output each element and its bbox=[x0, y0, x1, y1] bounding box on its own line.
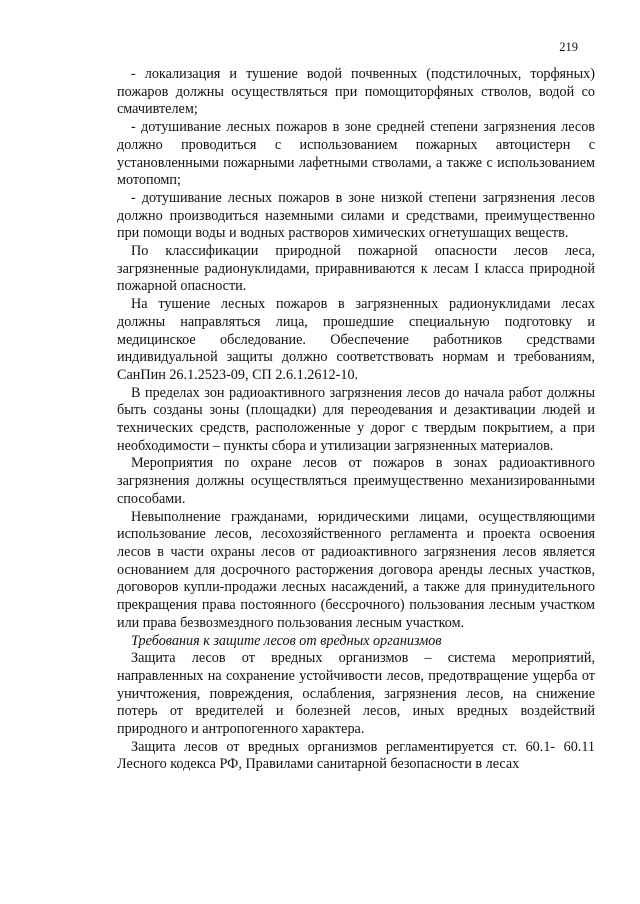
paragraph-low-contamination: - дотушивание лесных пожаров в зоне низкой степени загрязнения лесов должно производиться наземными силами и средствами, преимущественно при помощи воды и водных растворов химических огнетушащих веществ. bbox=[117, 189, 595, 242]
paragraph-regulation: Защита лесов от вредных организмов регламентируется ст. 60.1- 60.11 Лесного кодекса РФ, Правилами санитарной безопасности в лесах bbox=[117, 738, 595, 773]
paragraph-decontamination-zones: В пределах зон радиоактивного загрязнения лесов до начала работ должны быть созданы зоны (площадки) для переодевания и дезактивации людей и технических средств, расположенные у дорог с твердым покрытием, а при необходимости – пункты сбора и утилизации загрязненных материалов. bbox=[117, 384, 595, 454]
paragraph-fire-danger-class: По классификации природной пожарной опасности лесов леса, загрязненные радионуклидами, приравниваются к лесам I класса природной пожарной опасности. bbox=[117, 243, 595, 295]
paragraph-protection-definition: Защита лесов от вредных организмов – система мероприятий, направленных на сохранение устойчивости лесов, предотвращение ущерба от уничтожения, повреждения, ослабления, загрязнения лесов, на снижение потерь от вредителей и болезней лесов, иных вредных воздействий природного и антропогенного характера. bbox=[117, 650, 595, 738]
paragraph-mechanized-methods: Мероприятия по охране лесов от пожаров в зонах радиоактивного загрязнения должны осуществляться преимущественно механизированными способами. bbox=[117, 455, 595, 507]
section-heading: Требования к защите лесов от вредных организмов bbox=[131, 632, 442, 649]
paragraph-personnel: На тушение лесных пожаров в загрязненных радионуклидами лесах должны направляться лица, прошедшие специальную подготовку и медицинское обследование. Обеспечение работников средствами индивидуальной защиты должно соответствовать нормам и требованиям, СанПин 26.1.2523-09, СП 2.6.1.2612-10. bbox=[117, 296, 595, 383]
page-number: 219 bbox=[559, 40, 578, 54]
paragraph-peat-fires: - локализация и тушение водой почвенных (подстилочных, торфяных) пожаров должны осуществляться при помощиторфяных стволов, водой со смачивтелем; bbox=[117, 66, 595, 118]
paragraph-violations: Невыполнение гражданами, юридическими лицами, осуществляющими использование лесов, лесохозяйственного регламента и проекта освоения лесов в части охраны лесов от радиоактивного загрязнения лесов является основанием для досрочного расторжения договора аренды лесных участков, договоров купли-продажи лесных насаждений, а также для принудительного прекращения права постоянного (бессрочного) пользования лесным участком или права безвозмездного пользования лесным участком. bbox=[117, 508, 595, 631]
paragraph-medium-contamination: - дотушивание лесных пожаров в зоне средней степени загрязнения лесов должно проводиться с использованием пожарных автоцистерн с установленными пожарными лафетными стволами, а также с использованием мотопомп; bbox=[117, 119, 595, 189]
document-body bbox=[117, 66, 595, 774]
